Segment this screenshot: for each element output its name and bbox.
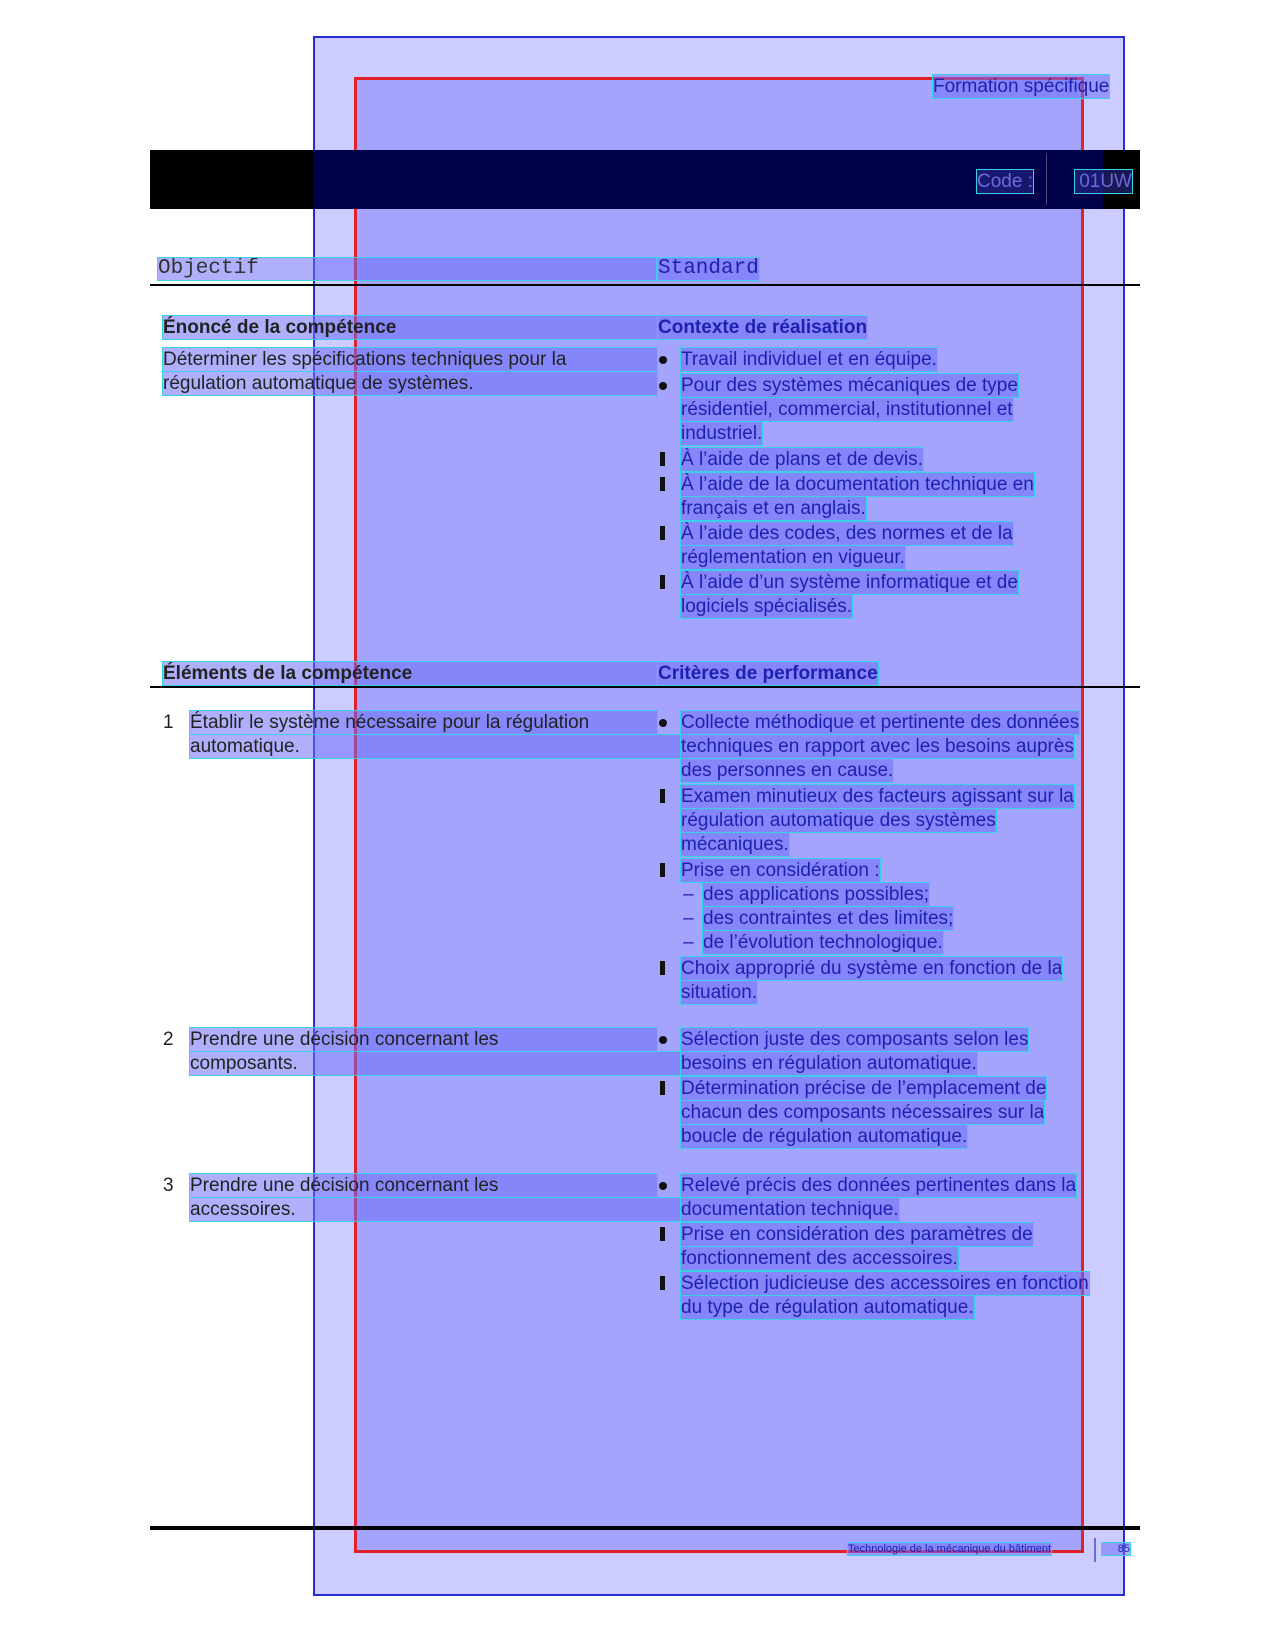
elements-rule [150, 686, 1140, 688]
criterion-line: des personnes en cause. [681, 760, 894, 781]
criterion-line: Prise en considération : [681, 860, 880, 881]
criterion-line: Détermination précise de l’emplacement de [681, 1078, 1047, 1099]
program-title: Formation spécifique [933, 76, 1110, 97]
competence-heading: Énoncé de la compétence [163, 316, 657, 339]
top-rule [150, 284, 1140, 286]
element-number: 3 [163, 1175, 174, 1196]
criterion-line: chacun des composants nécessaires sur la [681, 1102, 1045, 1123]
element-number: 1 [163, 712, 174, 733]
criterion-line: du type de régulation automatique. [681, 1297, 974, 1318]
criterion-line: mécaniques. [681, 834, 789, 855]
context-item-line: logiciels spécialisés. [681, 596, 853, 617]
footer-divider [1094, 1538, 1096, 1562]
element-line: Prendre une décision concernant les [190, 1174, 657, 1197]
element-line: composants. [190, 1052, 680, 1075]
competence-line-1: Déterminer les spécifications techniques pour la [163, 348, 657, 371]
criterion-line: Collecte méthodique et pertinente des données [681, 712, 1080, 733]
page-number: 85 [1102, 1543, 1130, 1555]
criterion-line: Prise en considération des paramètres de [681, 1224, 1033, 1245]
criterion-line: documentation technique. [681, 1199, 899, 1220]
bullet-icon [659, 1182, 667, 1190]
context-item-line: Travail individuel et en équipe. [681, 349, 937, 370]
context-item-line: Pour des systèmes mécaniques de type [681, 375, 1018, 396]
criterion-line: situation. [681, 982, 758, 1003]
bullet-icon [660, 961, 665, 975]
criterion-line: boucle de régulation automatique. [681, 1126, 968, 1147]
criterion-line: régulation automatique des systèmes [681, 810, 996, 831]
element-line: automatique. [190, 735, 680, 758]
criterion-line: Choix approprié du système en fonction de la [681, 958, 1063, 979]
element-line: accessoires. [190, 1198, 680, 1221]
context-item-line: réglementation en vigueur. [681, 547, 905, 568]
bullet-icon [660, 452, 665, 466]
element-line: Établir le système nécessaire pour la régulation [190, 711, 657, 734]
dash-icon: – [683, 884, 694, 905]
standard-label: Standard [658, 257, 759, 280]
bullet-icon [660, 863, 665, 877]
bullet-icon [660, 789, 665, 803]
criterion-subline: de l’évolution technologique. [703, 932, 943, 953]
element-number: 2 [163, 1029, 174, 1050]
criterion-line: Sélection judicieuse des accessoires en fonction [681, 1273, 1089, 1294]
criterion-subline: des applications possibles; [703, 884, 930, 905]
bullet-icon [659, 356, 667, 364]
criterion-subline: des contraintes et des limites; [703, 908, 954, 929]
criterion-line: Examen minutieux des facteurs agissant sur la [681, 786, 1074, 807]
bullet-icon [660, 1081, 665, 1095]
competence-line-2: régulation automatique de systèmes. [163, 372, 657, 395]
footer-program: Technologie de la mécanique du bâtiment [848, 1543, 1052, 1555]
bullet-icon [659, 719, 667, 727]
criterion-line: fonctionnement des accessoires. [681, 1248, 958, 1269]
criterion-line: besoins en régulation automatique. [681, 1053, 977, 1074]
bullet-icon [660, 477, 665, 491]
footer-rule [150, 1526, 1140, 1530]
context-item-line: À l’aide d’un système informatique et de [681, 572, 1018, 593]
context-item-line: À l’aide de plans et de devis. [681, 449, 923, 470]
criterion-line: Sélection juste des composants selon les [681, 1029, 1029, 1050]
bullet-icon [659, 382, 667, 390]
bullet-icon [660, 575, 665, 589]
criterion-line: techniques en rapport avec les besoins auprès [681, 736, 1074, 757]
header-divider [1046, 154, 1047, 205]
bullet-icon [660, 526, 665, 540]
objective-label: Objectif [158, 258, 656, 280]
bullet-icon [660, 1276, 665, 1290]
elements-heading: Éléments de la compétence [163, 662, 657, 685]
context-heading: Contexte de réalisation [658, 317, 868, 338]
code-value: 01UW [1075, 170, 1132, 193]
bullet-icon [660, 1227, 665, 1241]
dash-icon: – [683, 908, 694, 929]
context-item-line: industriel. [681, 423, 763, 444]
element-line: Prendre une décision concernant les [190, 1028, 657, 1051]
bullet-icon [659, 1036, 667, 1044]
criteria-heading: Critères de performance [658, 663, 878, 684]
context-item-line: résidentiel, commercial, institutionnel et [681, 399, 1013, 420]
criterion-line: Relevé précis des données pertinentes dans la [681, 1175, 1077, 1196]
context-item-line: français et en anglais. [681, 498, 866, 519]
dash-icon: – [683, 932, 694, 953]
code-label: Code : [977, 171, 1033, 192]
context-item-line: À l’aide des codes, des normes et de la [681, 523, 1013, 544]
context-item-line: À l’aide de la documentation technique en [681, 474, 1034, 495]
